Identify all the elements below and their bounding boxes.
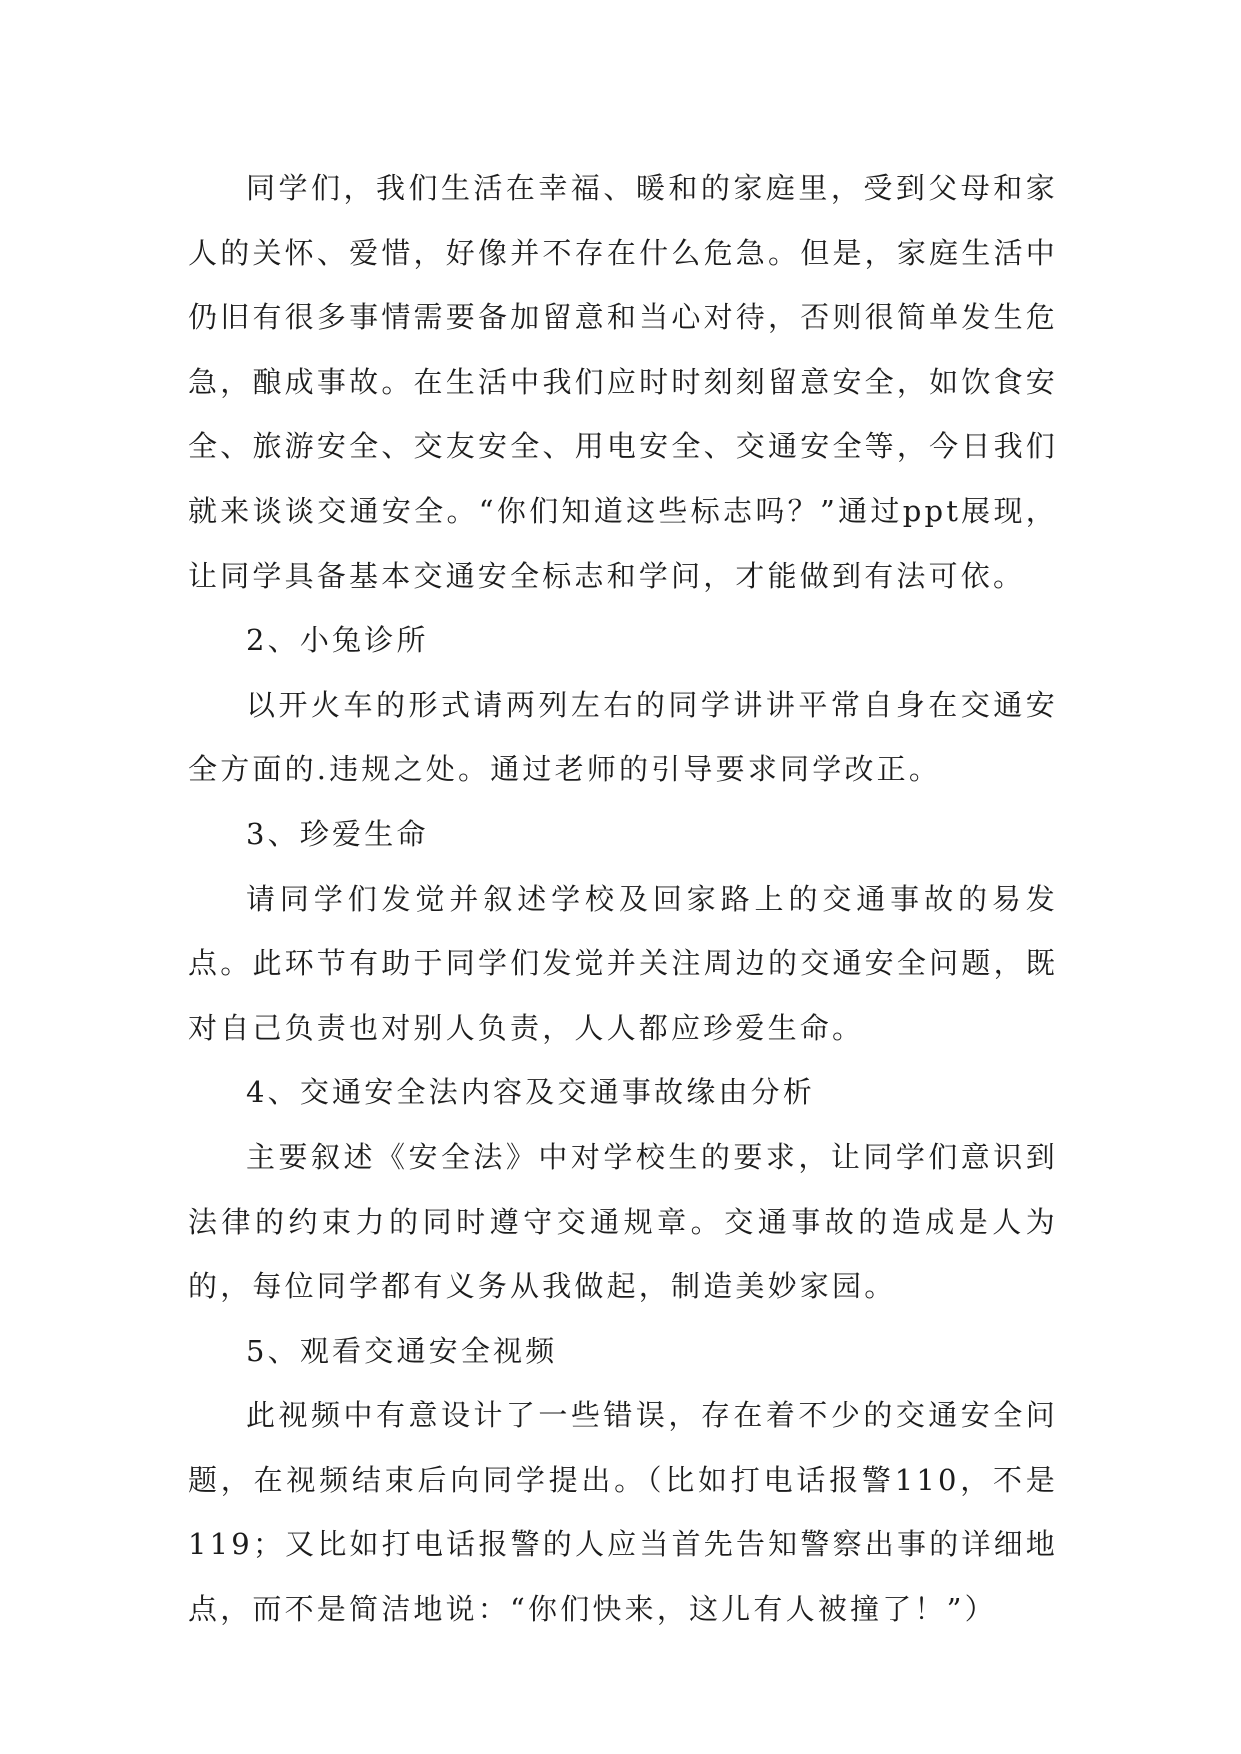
heading-section-5: 5、观看交通安全视频 — [246, 1333, 558, 1368]
heading-section-4: 4、交通安全法内容及交通事故缘由分析 — [246, 1075, 816, 1110]
paragraph-section-5: 此视频中有意设计了一些错误，存在着不少的交通安全问题，在视频结束后向同学提出。（比如打电话报警110，不是119；又比如打电话报警的人应当首先告知警察出事的详细地点，而不是简洁地说：“你们快来，这儿有人被撞了！”） — [188, 1398, 1058, 1627]
paragraph-section-4: 主要叙述《安全法》中对学校生的要求，让同学们意识到法律的约束力的同时遵守交通规章。交通事故的造成是人为的，每位同学都有义务从我做起，制造美妙家园。 — [188, 1139, 1058, 1304]
heading-section-3: 3、珍爱生命 — [246, 816, 429, 851]
heading-section-2: 2、小兔诊所 — [246, 623, 429, 658]
paragraph-section-2: 以开火车的形式请两列左右的同学讲讲平常自身在交通安全方面的.违规之处。通过老师的引导要求同学改正。 — [188, 687, 1058, 787]
paragraph-section-3: 请同学们发觉并叙述学校及回家路上的交通事故的易发点。此环节有助于同学们发觉并关注周边的交通安全问题，既对自己负责也对别人负责，人人都应珍爱生命。 — [188, 881, 1058, 1045]
document-body — [188, 156, 1058, 1642]
paragraph-intro: 同学们，我们生活在幸福、暖和的家庭里，受到父母和家人的关怀、爱惜，好像并不存在什么危急。但是，家庭生活中仍旧有很多事情需要备加留意和当心对待，否则很简单发生危急，酿成事故。在生活中我们应时时刻刻留意安全，如饮食安全、旅游安全、交友安全、用电安全、交通安全等，今日我们就来谈谈交通安全。“你们知道这些标志吗？”通过ppt展现，让同学具备基本交通安全标志和学问，才能做到有法可依。 — [188, 171, 1058, 593]
